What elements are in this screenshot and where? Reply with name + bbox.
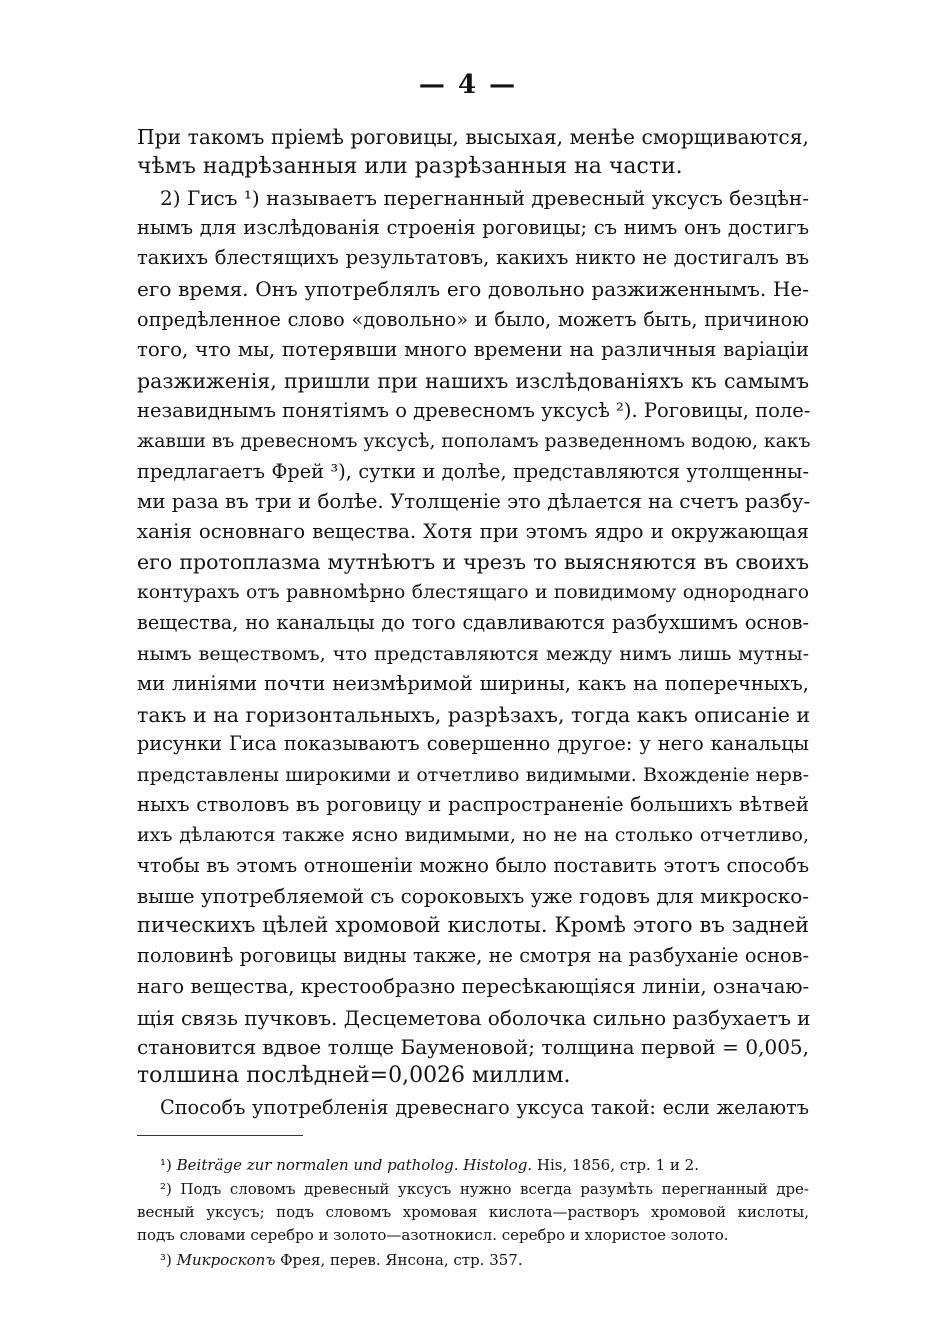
body-line: рисунки Гиса показываютъ совершенно другое: у него канальцы: [137, 732, 809, 755]
body-line: толшина послѣдней=0,0026 миллим.: [137, 1063, 571, 1088]
footnote-marker: ³): [160, 1251, 172, 1269]
footnote-3: [160, 1249, 809, 1271]
footnote-text: Подъ словомъ древесный уксусъ нужно всегда разумѣть перегнанный дре-: [180, 1180, 809, 1198]
body-line: предлагаетъ Фрей ³), сутки и долѣе, представляются утолщенны-: [137, 460, 809, 483]
body-line: нымъ веществомъ, что представляются между нимъ лишь мутны-: [137, 643, 809, 665]
body-line: нымъ для изслѣдованія строенія роговицы; съ нимъ онъ достигъ: [137, 216, 809, 239]
footnote-text: His, 1856, стр. 1 и 2.: [532, 1156, 699, 1174]
footnote-2: [160, 1178, 809, 1200]
body-line: ми линіями почти неизмѣримой ширины, какъ на поперечныхъ,: [137, 672, 809, 695]
body-line: щія связь пучковъ. Десцеметова оболочка сильно разбухаетъ и: [137, 1006, 811, 1030]
body-line: представлены широкими и отчетливо видимыми. Вхожденіе нерв-: [137, 764, 809, 786]
body-line: выше употребляемой съ сороковыхъ уже годовъ для микроско-: [137, 884, 810, 908]
body-line: опредѣленное слово «довольно» и было, можетъ быть, причиною: [137, 308, 809, 331]
body-line: ихъ дѣлаются также ясно видимыми, но не на столько отчетливо,: [137, 824, 809, 846]
body-line: вещества, но канальцы до того сдавливаются разбухшимъ основ-: [137, 611, 809, 634]
body-line: чѣмъ надрѣзанныя или разрѣзанныя на части.: [137, 154, 683, 179]
footnote-title: Микроскопъ: [176, 1251, 276, 1269]
footnote-line: весный уксусъ; подъ словомъ хромовая кислота—растворъ хромовой кислоты,: [137, 1203, 809, 1221]
page-number: — 4 —: [418, 70, 518, 100]
body-line: жавши въ древесномъ уксусѣ, пополамъ разведенномъ водою, какъ: [137, 431, 811, 452]
body-line: его протоплазма мутнѣютъ и чрезъ то выясняются въ своихъ: [137, 550, 809, 574]
body-line: 2) Гисъ ¹) называетъ перегнанный древесный уксусъ безцѣн-: [160, 186, 809, 210]
body-line: его время. Онъ употреблялъ его довольно разжиженнымъ. Не-: [137, 277, 809, 301]
body-line: чтобы въ этомъ отношеніи можно было поставить этотъ способъ: [137, 854, 809, 877]
body-line: контурахъ отъ равномѣрно блестящаго и повидимому однороднаго: [137, 582, 809, 603]
body-line: такихъ блестящихъ результатовъ, какихъ никто не достигалъ въ: [137, 246, 809, 269]
footnote-line: подъ словами серебро и золото—азотнокисл. серебро и хлористое золото.: [137, 1226, 729, 1244]
body-line: пическихъ цѣлей хромовой кислоты. Кромѣ этого въ задней: [137, 913, 809, 937]
body-line: такъ и на горизонтальныхъ, разрѣзахъ, тогда какъ описаніе и: [137, 703, 811, 727]
footnote-text: Фрея, перев. Янсона, стр. 357.: [275, 1251, 523, 1269]
footnote-title: Beiträge zur normalen und patholog. Histolog.: [176, 1156, 533, 1174]
body-line: половинѣ роговицы видны также, не смотря на разбуханіе основ-: [137, 944, 809, 967]
body-line: наго вещества, крестообразно пересѣкающіяся линіи, означаю-: [137, 975, 810, 998]
body-line: ханія основнаго вещества. Хотя при этомъ ядро и окружающая: [137, 520, 809, 543]
footnote-1: [160, 1154, 809, 1176]
body-line: Способъ употребленія древеснаго уксуса такой: если желаютъ: [160, 1096, 809, 1119]
body-line: ми раза въ три и болѣе. Утолщеніе это дѣлается на счетъ разбу-: [137, 490, 811, 513]
footnote-divider: [137, 1135, 303, 1136]
body-line: того, что мы, потерявши много времени на различныя варіаціи: [137, 338, 809, 361]
body-line: При такомъ пріемѣ роговицы, высыхая, менѣе сморщиваются,: [137, 125, 809, 149]
footnote-marker: ¹): [160, 1156, 172, 1174]
body-line: ныхъ стволовъ въ роговицу и распространеніе большихъ вѣтвей: [137, 793, 809, 816]
body-line: разжиженія, пришли при нашихъ изслѣдованіяхъ къ самымъ: [137, 369, 809, 393]
body-line: незавиднымъ понятіямъ о древесномъ уксусѣ ²). Роговицы, поле-: [137, 399, 811, 422]
body-line: становится вдвое толще Бауменовой; толщина первой = 0,005,: [137, 1035, 809, 1059]
footnote-marker: ²): [160, 1180, 172, 1198]
